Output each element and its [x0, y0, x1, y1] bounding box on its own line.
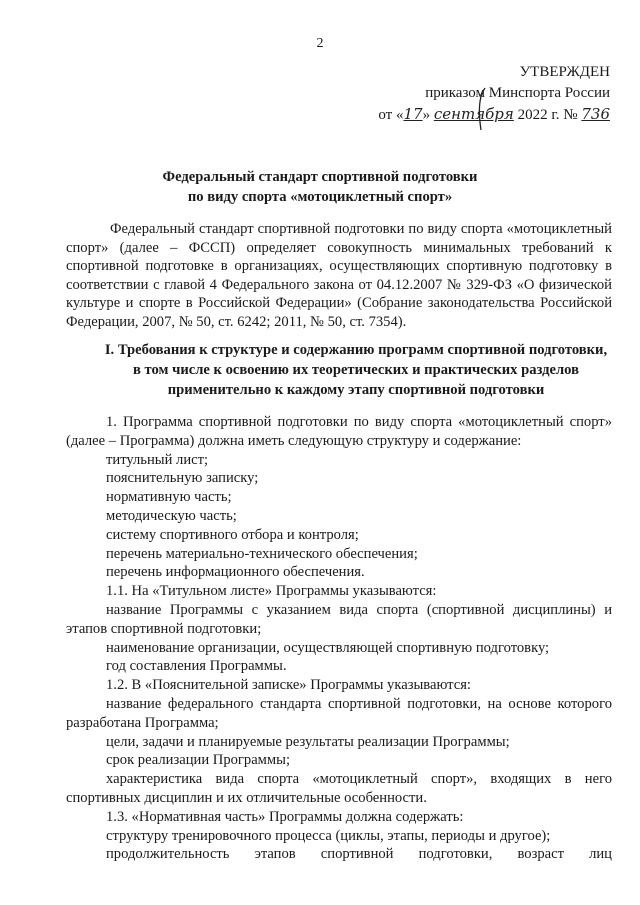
- body-line: название федерального стандарта спортивной подготовки, на основе которого разработана Программа;: [66, 695, 612, 731]
- document-title: [0, 167, 640, 207]
- intro-paragraph: [66, 220, 612, 332]
- title-line-1: Федеральный стандарт спортивной подготовки: [162, 169, 478, 185]
- body-line: продолжительность этапов спортивной подготовки, возраст лиц: [106, 846, 612, 863]
- body-line: 1.3. «Нормативная часть» Программы должна содержать:: [106, 808, 464, 825]
- body-line: перечень материально-технического обеспечения;: [106, 545, 418, 562]
- body-line: срок реализации Программы;: [106, 752, 291, 769]
- handwritten-number: 736: [581, 105, 610, 123]
- handwritten-day: 17: [403, 105, 423, 123]
- body-line: год составления Программы.: [106, 658, 287, 675]
- approval-order: приказом Минспорта России: [425, 85, 610, 101]
- approval-title: УТВЕРЖДЕН: [519, 64, 610, 80]
- body-line: 1. Программа спортивной подготовки по виду спорта «мотоциклетный спорт» (далее – Программа) должна иметь следующую структуру и содержание:: [66, 414, 612, 449]
- page-number: 2: [316, 36, 324, 51]
- body-line: систему спортивного отбора и контроля;: [106, 526, 359, 543]
- date-year: 2022 г. №: [513, 107, 582, 123]
- date-prefix: от «: [378, 107, 404, 123]
- date-mid: »: [422, 107, 434, 123]
- body-line: название Программы с указанием вида спорта (спортивной дисциплины) и этапов спортивной подготовки;: [66, 601, 612, 637]
- body-line: характеристика вида спорта «мотоциклетный спорт», входящих в него спортивных дисциплин и их отличительные особенности.: [66, 771, 612, 806]
- body-line: пояснительную записку;: [106, 470, 259, 487]
- intro-text: Федеральный стандарт спортивной подготовки по виду спорта «мотоциклетный спорт» (далее – ФССП) определяет совокупность минимальных требований к спортивной подготовке в организациях, осуществляющих спортивную подготовку в соответствии с главой 4 Федерального закона от 04.12.2007 № 329-ФЗ «О физической культуре и спорте в Российской Федерации» (Собрание законодательства Российской Федерации, 2007, № 50, ст. 6242; 2011, № 50, ст. 7354).: [66, 221, 612, 330]
- body-line: методическую часть;: [106, 507, 237, 524]
- body-line: цели, задачи и планируемые результаты реализации Программы;: [106, 733, 510, 750]
- handwritten-month: сентября: [433, 105, 514, 123]
- body-line: титульный лист;: [106, 451, 209, 468]
- body-line: 1.2. В «Пояснительной записке» Программы указываются:: [106, 677, 471, 694]
- body-line: структуру тренировочного процесса (циклы, этапы, периоды и другое);: [106, 827, 551, 844]
- body-line: нормативную часть;: [106, 489, 232, 506]
- title-line-2: по виду спорта «мотоциклетный спорт»: [187, 189, 453, 205]
- body-text: [66, 413, 612, 864]
- body-line: 1.1. На «Титульном листе» Программы указываются:: [106, 583, 437, 600]
- body-line: перечень информационного обеспечения.: [106, 564, 365, 581]
- body-line: наименование организации, осуществляющей спортивную подготовку;: [106, 639, 550, 656]
- section-heading: I. Требования к структуре и содержанию программ спортивной подготовки, в том числе к освоению их теоретических и практических разделов применительно к каждому этапу спортивной подготовки: [104, 342, 608, 398]
- signature-stroke: [475, 86, 489, 132]
